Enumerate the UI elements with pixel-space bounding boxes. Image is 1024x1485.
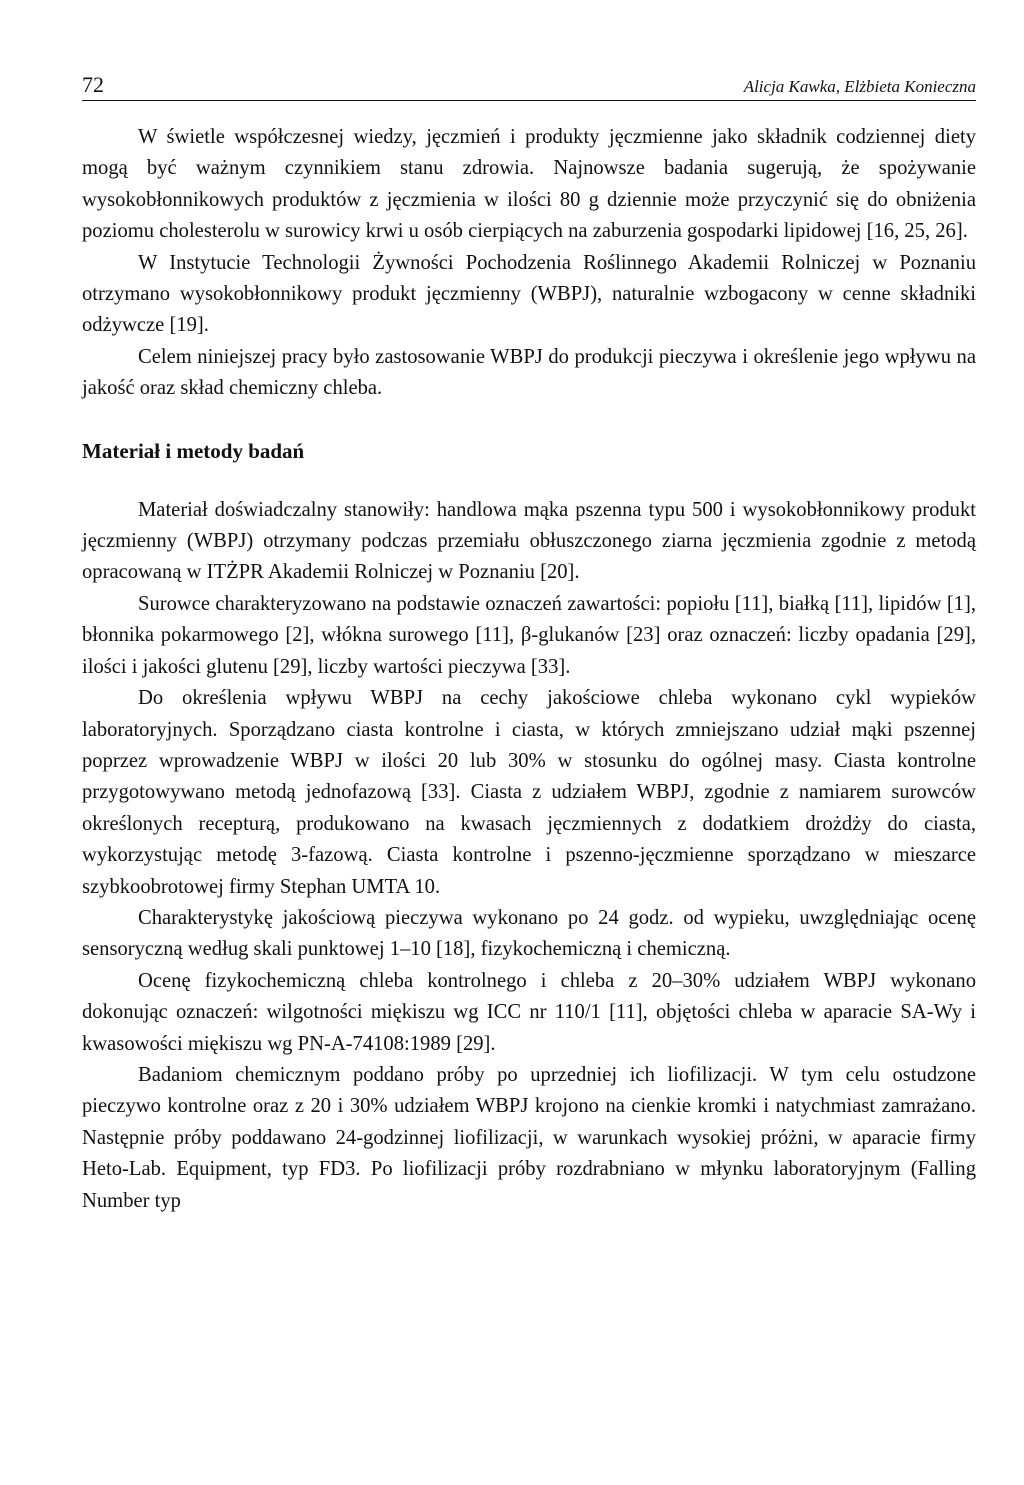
- paragraph: Charakterystykę jakościową pieczywa wykonano po 24 godz. od wypieku, uwzględniając ocenę sensoryczną według skali punktowej 1–10 [18], fizykochemiczną i chemiczną.: [82, 906, 976, 961]
- paragraph: Ocenę fizykochemiczną chleba kontrolnego i chleba z 20–30% udziałem WBPJ wykonano dokonując oznaczeń: wilgotności miękiszu wg ICC nr 110/1 [11], objętości chleba w aparacie SA-Wy i kwasowości miękiszu wg PN-A-74108:1989 [29].: [82, 969, 976, 1055]
- paragraph: Badaniom chemicznym poddano próby po uprzedniej ich liofilizacji. W tym celu ostudzone pieczywo kontrolne oraz z 20 i 30% udziałem WBPJ krojono na cienkie kromki i natychmiast zamrażano. Następnie próby poddawano 24-godzinnej liofilizacji, w warunkach wysokiej próżni, w aparacie firmy Heto-Lab. Equipment, typ FD3. Po liofilizacji próby rozdrabniano w młynku laboratoryjnym (Falling Number typ: [82, 1063, 976, 1212]
- paragraph: Celem niniejszej pracy było zastosowanie WBPJ do produkcji pieczywa i określenie jego wpływu na jakość oraz skład chemiczny chleba.: [82, 345, 976, 400]
- paragraph: Surowce charakteryzowano na podstawie oznaczeń zawartości: popiołu [11], białką [11], lipidów [1], błonnika pokarmowego [2], włókna surowego [11], β-glukanów [23] oraz oznaczeń: liczby opadania [29], ilości i jakości glutenu [29], liczby wartości pieczywa [33].: [82, 592, 976, 678]
- page: [82, 72, 976, 1217]
- running-header: [82, 72, 976, 101]
- paragraph: Do określenia wpływu WBPJ na cechy jakościowe chleba wykonano cykl wypieków laboratoryjnych. Sporządzano ciasta kontrolne i ciasta, w których zmniejszano udział mąki pszennej poprzez wprowadzenie WBPJ w ilości 20 lub 30% w stosunku do ogólnej masy. Ciasta kontrolne przygotowywano metodą jednofazową [33]. Ciasta z udziałem WBPJ, zgodnie z namiarem surowców określonych recepturą, produkowano na kwasach jęczmiennych z dodatkiem drożdży do ciasta, wykorzystując metodę 3-fazową. Ciasta kontrolne i pszenno-jęczmienne sporządzano w mieszarce szybkoobrotowej firmy Stephan UMTA 10.: [82, 687, 976, 898]
- running-header-authors: Alicja Kawka, Elżbieta Konieczna: [743, 77, 976, 96]
- page-number: 72: [82, 72, 104, 97]
- paragraph: W świetle współczesnej wiedzy, jęczmień i produkty jęczmienne jako składnik codziennej diety mogą być ważnym czynnikiem stanu zdrowia. Najnowsze badania sugerują, że spożywanie wysokobłonnikowych produktów z jęczmienia w ilości 80 g dziennie może przyczynić się do obniżenia poziomu cholesterolu w surowicy krwi u osób cierpiących na zaburzenia gospodarki lipidowej [16, 25, 26].: [82, 126, 976, 243]
- section-heading: Materiał i metody badań: [82, 438, 305, 463]
- paragraph: Materiał doświadczalny stanowiły: handlowa mąka pszenna typu 500 i wysokobłonnikowy produkt jęczmienny (WBPJ) otrzymany podczas przemiału obłuszczonego ziarna jęczmienia zgodnie z metodą opracowaną w ITŻPR Akademii Rolniczej w Poznaniu [20].: [82, 498, 976, 584]
- paragraph: W Instytucie Technologii Żywności Pochodzenia Roślinnego Akademii Rolniczej w Poznaniu otrzymano wysokobłonnikowy produkt jęczmienny (WBPJ), naturalnie wzbogacony w cenne składniki odżywcze [19].: [82, 251, 976, 337]
- section-body: [82, 495, 976, 1217]
- introduction: [82, 122, 976, 405]
